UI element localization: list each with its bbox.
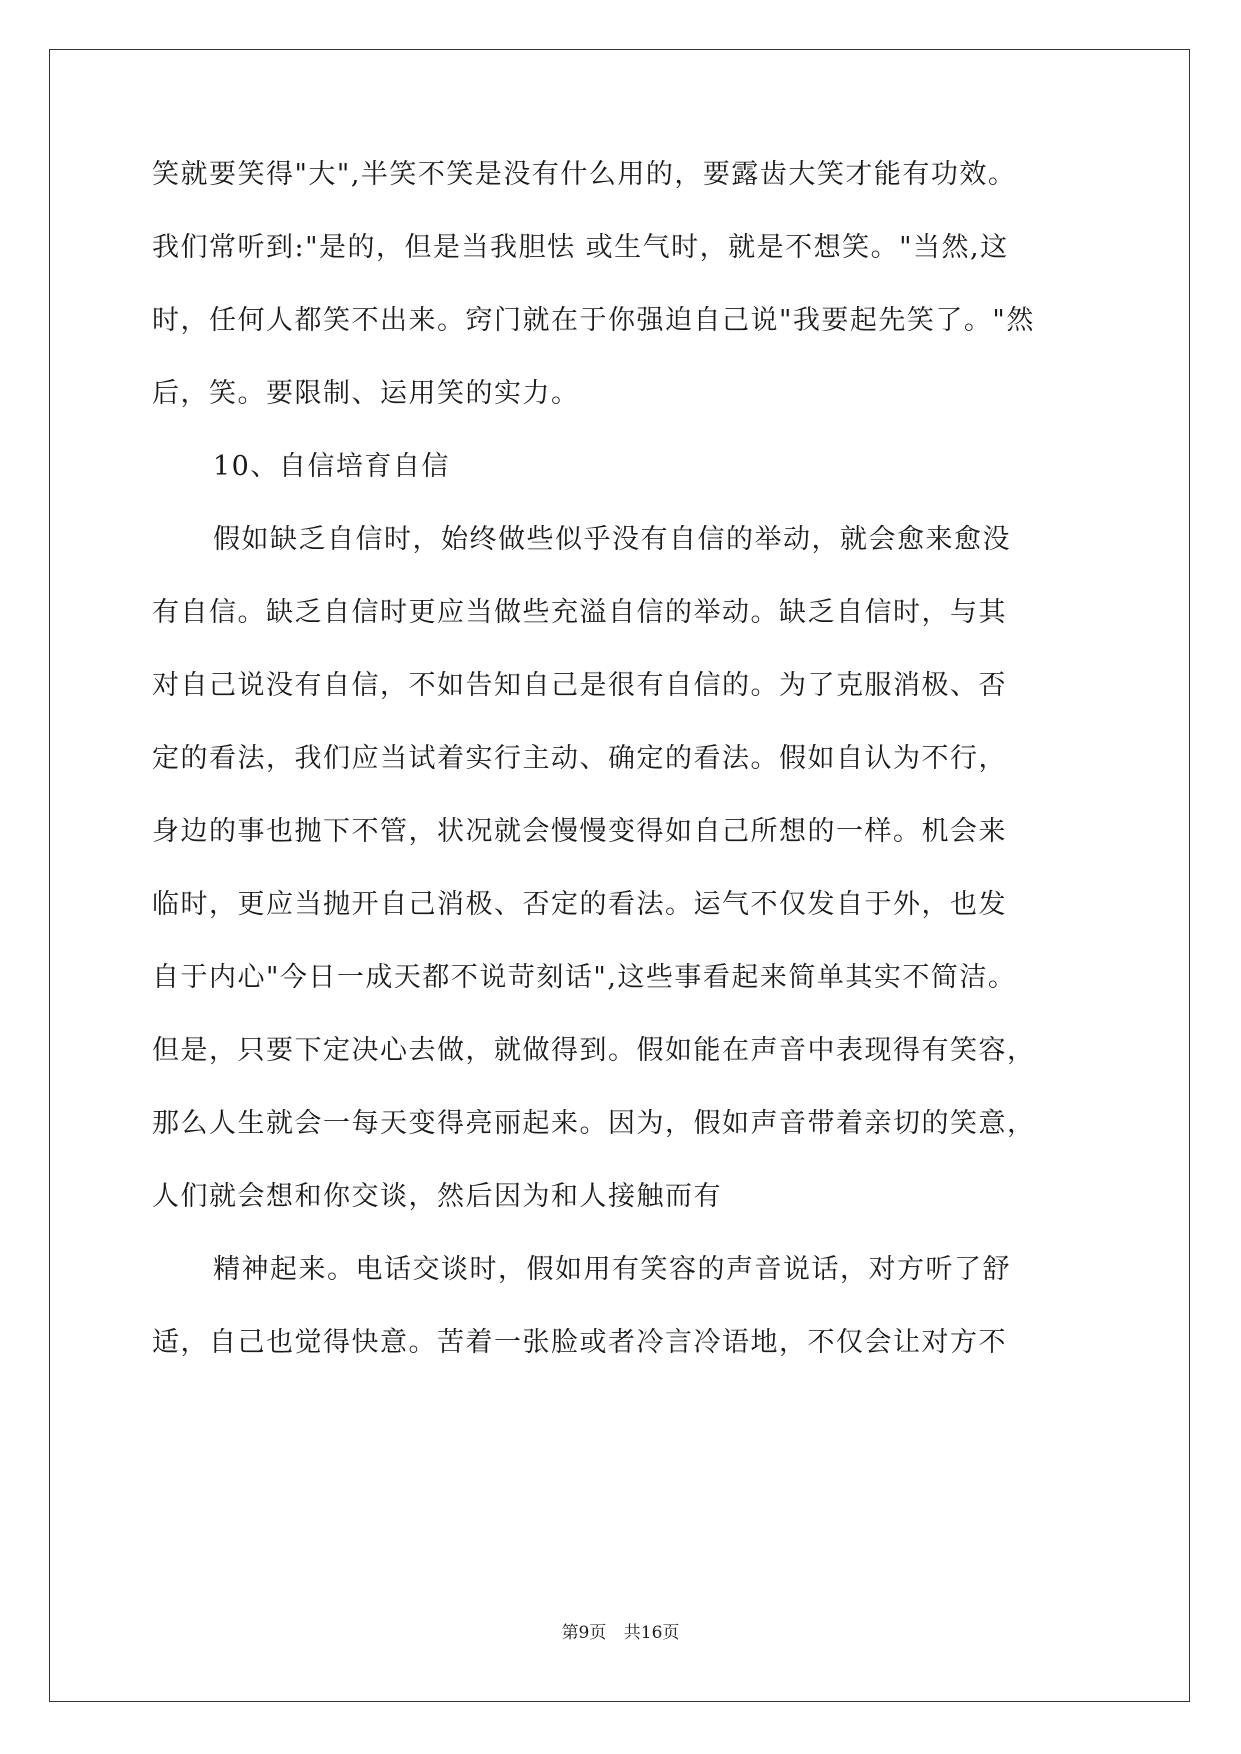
page-number: 第9页 [561, 1623, 607, 1643]
body-line-7: 有自信。缺乏自信时更应当做些充溢自信的举动。缺乏自信时，与其 [152, 597, 1007, 628]
body-line-2: 我们常听到:"是的，但是当我胆怯 或生气时，就是不想笑。"当然,这 [152, 232, 1009, 263]
page-border [49, 49, 1190, 1702]
body-line-1: 笑就要笑得"大",半笑不笑是没有什么用的，要露齿大笑才能有功效。 [152, 159, 1017, 190]
body-line-16: 精神起来。电话交谈时，假如用有笑容的声音说话，对方听了舒 [213, 1254, 1011, 1285]
body-line-11: 临时，更应当抛开自己消极、否定的看法。运气不仅发自于外，也发 [152, 889, 1007, 920]
body-line-10: 身边的事也抛下不管，状况就会慢慢变得如自己所想的一样。机会来 [152, 816, 1007, 847]
page-footer [0, 1618, 1241, 1643]
body-line-8: 对自己说没有自信，不如告知自己是很有自信的。为了克服消极、否 [152, 670, 1007, 701]
body-line-3: 时，任何人都笑不出来。窍门就在于你强迫自己说"我要起先笑了。"然 [152, 305, 1035, 336]
body-line-9: 定的看法，我们应当试着实行主动、确定的看法。假如自认为不行， [152, 743, 1007, 774]
body-line-15: 人们就会想和你交谈，然后因为和人接触而有 [152, 1181, 722, 1212]
body-line-17: 适，自己也觉得快意。苦着一张脸或者冷言冷语地，不仅会让对方不 [152, 1327, 1007, 1358]
body-line-13: 但是，只要下定决心去做，就做得到。假如能在声音中表现得有笑容， [152, 1035, 1036, 1066]
section-heading: 10、自信培育自信 [213, 451, 450, 482]
page-total: 共16页 [623, 1623, 680, 1643]
body-line-14: 那么人生就会一每天变得亮丽起来。因为，假如声音带着亲切的笑意， [152, 1108, 1036, 1139]
body-line-6: 假如缺乏自信时，始终做些似乎没有自信的举动，就会愈来愈没 [213, 524, 1011, 555]
body-line-4: 后，笑。要限制、运用笑的实力。 [152, 378, 580, 409]
body-line-12: 自于内心"今日一成天都不说苛刻话",这些事看起来简单其实不简洁。 [152, 962, 1017, 993]
